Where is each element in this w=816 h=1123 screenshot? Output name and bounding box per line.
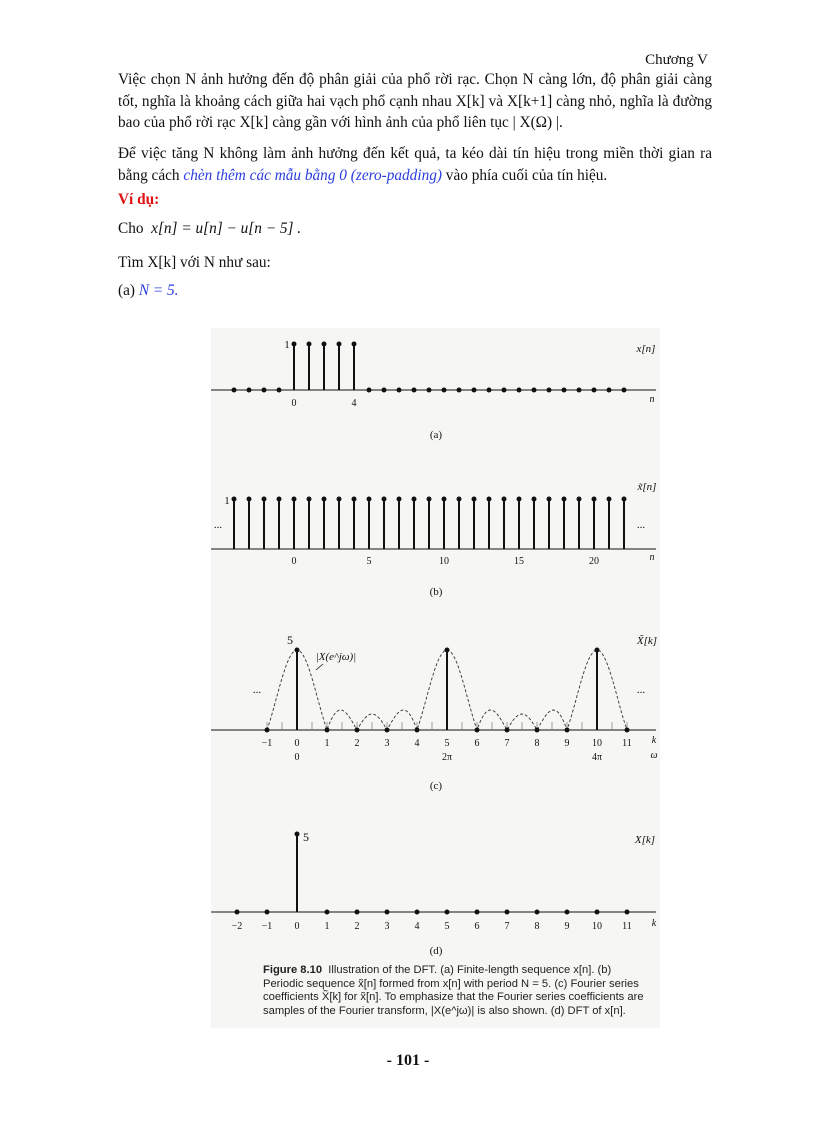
tick-b-15: 15 — [514, 556, 524, 567]
stem-a--2-dot — [262, 388, 267, 393]
tick-d-−1: −1 — [261, 921, 273, 932]
stem-a-7-dot — [397, 388, 402, 393]
stem-c-3-dot — [385, 728, 390, 733]
tick-c-1: 1 — [324, 738, 330, 749]
example-label: Ví dụ: — [118, 191, 160, 208]
stem-a--4-dot — [232, 388, 237, 393]
panel-b-label: (b) — [429, 586, 443, 598]
stem-b-13-dot — [487, 497, 492, 502]
case-value: N = 5. — [138, 282, 179, 299]
stem-d-10-dot — [595, 910, 600, 915]
axis-label-a: n — [649, 394, 655, 405]
caption-title: Figure 8.10 — [263, 964, 323, 976]
zero-padding-term: chèn thêm các mẫu bằng 0 (zero-padding) — [183, 166, 442, 184]
stem-a-18-dot — [562, 388, 567, 393]
stem-b-19-dot — [577, 497, 582, 502]
stem-a-4-dot — [352, 342, 357, 347]
envelope-label: |X(e^jω)| — [315, 651, 357, 663]
find-line: Tìm X[k] với N như sau: — [118, 254, 271, 271]
stem-a--1-dot — [277, 388, 282, 393]
tick-a-4: 4 — [351, 398, 357, 409]
stem-b--2-dot — [262, 497, 267, 502]
stem-a-22-dot — [622, 388, 627, 393]
stem-b-8-dot — [412, 497, 417, 502]
stem-a-1-dot — [307, 342, 312, 347]
stem-c-8-dot — [535, 728, 540, 733]
stem-b--1-dot — [277, 497, 282, 502]
tick-d-2: 2 — [354, 921, 360, 932]
tick-c-11: 11 — [622, 738, 632, 749]
tick-d-9: 9 — [564, 921, 570, 932]
given-equation: x[n] = u[n] − u[n − 5] . — [151, 220, 302, 237]
stem-a-5-dot — [367, 388, 372, 393]
tick-d-1: 1 — [324, 921, 330, 932]
stem-d-3-dot — [385, 910, 390, 915]
stem-a-17-dot — [547, 388, 552, 393]
stem-d-6-dot — [475, 910, 480, 915]
tick-d-−2: −2 — [231, 921, 243, 932]
case-line — [118, 282, 178, 300]
stem-b-3-dot — [337, 497, 342, 502]
stem-b-9-dot — [427, 497, 432, 502]
tick-c-−1: −1 — [261, 738, 273, 749]
stem-b-15-dot — [517, 497, 522, 502]
chapter-header: Chương V — [645, 52, 708, 68]
stem-d-8-dot — [535, 910, 540, 915]
stem-a-9-dot — [427, 388, 432, 393]
tick-d-0: 0 — [294, 921, 300, 932]
amp-label-a: 1 — [284, 339, 290, 351]
dft-figure-svg — [211, 328, 660, 1028]
stem-a-0-dot — [292, 342, 297, 347]
stem-a-11-dot — [457, 388, 462, 393]
panel-a-label: (a) — [429, 429, 443, 441]
omega-tick-0: 0 — [294, 752, 300, 763]
stem-d-9-dot — [565, 910, 570, 915]
stem-a-12-dot — [472, 388, 477, 393]
stem-d-4-dot — [415, 910, 420, 915]
stem-b-6-dot — [382, 497, 387, 502]
stem-b-4-dot — [352, 497, 357, 502]
tick-c-3: 3 — [384, 738, 390, 749]
given-prefix: Cho — [118, 220, 144, 237]
tick-c-10: 10 — [592, 738, 602, 749]
tick-b-5: 5 — [366, 556, 372, 567]
stem-a-10-dot — [442, 388, 447, 393]
omega-tick-4pi: 4π — [591, 752, 603, 763]
stem-a-20-dot — [592, 388, 597, 393]
stem-b-18-dot — [562, 497, 567, 502]
tick-d-11: 11 — [622, 921, 632, 932]
tick-c-6: 6 — [474, 738, 480, 749]
tick-d-7: 7 — [504, 921, 510, 932]
stem-b-17-dot — [547, 497, 552, 502]
tick-d-8: 8 — [534, 921, 540, 932]
tick-c-4: 4 — [414, 738, 420, 749]
stem-b-5-dot — [367, 497, 372, 502]
tick-d-3: 3 — [384, 921, 390, 932]
caption-text: Illustration of the DFT. (a) Finite-length sequence x[n]. (b) Periodic sequence x̃[n] formed from x[n] with period N = 5. (c) Fourier series coefficients X̃[k] for x̃[n]. To emphasize that the Fourier series coefficients are samples of the Fourier transform, |X(e^jω)| is also shown. (d) DFT of x[n]. — [263, 964, 644, 1017]
stem-a-16-dot — [532, 388, 537, 393]
stem-d--1-dot — [265, 910, 270, 915]
ellipsis-c-right: ... — [636, 684, 646, 696]
given-line — [118, 220, 301, 238]
paragraph-zero-padding — [118, 143, 712, 186]
axis-label-c-k: k — [651, 735, 657, 746]
tick-c-2: 2 — [354, 738, 360, 749]
ellipsis-b-right: ... — [636, 519, 646, 531]
case-label: (a) — [118, 282, 135, 299]
stem-a-13-dot — [487, 388, 492, 393]
panel-d-label: (d) — [429, 945, 443, 957]
stem-c-0-dot — [295, 648, 300, 653]
stem-d-11-dot — [625, 910, 630, 915]
stem-a-21-dot — [607, 388, 612, 393]
ellipsis-c-left: ... — [252, 684, 262, 696]
axis-label-d: k — [651, 918, 657, 929]
tick-b-0: 0 — [291, 556, 297, 567]
stem-d-5-dot — [445, 910, 450, 915]
envelope-pointer — [316, 664, 323, 670]
stem-a-8-dot — [412, 388, 417, 393]
signal-label-d: X[k] — [634, 834, 656, 846]
stem-d-1-dot — [325, 910, 330, 915]
stem-a-3-dot — [337, 342, 342, 347]
tick-d-10: 10 — [592, 921, 602, 932]
stem-c-4-dot — [415, 728, 420, 733]
stem-d-0-dot — [295, 832, 300, 837]
paragraph-resolution: Việc chọn N ảnh hưởng đến độ phân giải của phổ rời rạc. Chọn N càng lớn, độ phân giải càng tốt, nghĩa là khoảng cách giữa hai vạch phổ cạnh nhau X[k] và X[k+1] càng nhỏ, nghĩa là đường bao của phổ rời rạc X[k] càng gần với hình ảnh của phổ liên tục | X(Ω) |. — [118, 71, 712, 131]
stem-b-2-dot — [322, 497, 327, 502]
stem-a--3-dot — [247, 388, 252, 393]
stem-c-2-dot — [355, 728, 360, 733]
signal-label-a: x[n] — [636, 343, 656, 355]
stem-b--3-dot — [247, 497, 252, 502]
dft-figure — [211, 328, 660, 1028]
axis-label-c-omega: ω — [650, 750, 658, 761]
signal-label-c: X̃[k] — [636, 635, 658, 647]
stem-d-7-dot — [505, 910, 510, 915]
panel-c-label: (c) — [429, 780, 443, 792]
tick-c-8: 8 — [534, 738, 540, 749]
stem-a-2-dot — [322, 342, 327, 347]
tick-a-0: 0 — [291, 398, 297, 409]
stem-b-7-dot — [397, 497, 402, 502]
signal-label-b: x̃[n] — [637, 481, 657, 493]
stem-b-20-dot — [592, 497, 597, 502]
stem-a-15-dot — [517, 388, 522, 393]
stem-b-1-dot — [307, 497, 312, 502]
stem-c-1-dot — [325, 728, 330, 733]
tick-c-5: 5 — [444, 738, 450, 749]
omega-tick-2pi: 2π — [441, 752, 453, 763]
stem-c-7-dot — [505, 728, 510, 733]
stem-b-14-dot — [502, 497, 507, 502]
stem-a-19-dot — [577, 388, 582, 393]
stem-a-14-dot — [502, 388, 507, 393]
tick-d-4: 4 — [414, 921, 420, 932]
stem-c-5-dot — [445, 648, 450, 653]
tick-b-20: 20 — [589, 556, 599, 567]
stem-c--1-dot — [265, 728, 270, 733]
stem-c-10-dot — [595, 648, 600, 653]
stem-d--2-dot — [235, 910, 240, 915]
stem-b--4-dot — [232, 497, 237, 502]
stem-b-22-dot — [622, 497, 627, 502]
stem-b-12-dot — [472, 497, 477, 502]
paragraph-zero-padding-pre: Để việc tăng N không làm ảnh hưởng đến kết quả, ta kéo dài tín hiệu trong miền thời gian ra bằng cách — [118, 145, 712, 184]
figure-caption — [263, 964, 645, 1018]
tick-c-7: 7 — [504, 738, 510, 749]
ellipsis-b-left: ... — [213, 519, 223, 531]
amp-label-b: 1 — [224, 495, 230, 507]
stem-b-21-dot — [607, 497, 612, 502]
stem-b-10-dot — [442, 497, 447, 502]
axis-label-b: n — [649, 552, 655, 563]
stem-a-6-dot — [382, 388, 387, 393]
tick-d-6: 6 — [474, 921, 480, 932]
tick-c-9: 9 — [564, 738, 570, 749]
stem-d-2-dot — [355, 910, 360, 915]
stem-b-16-dot — [532, 497, 537, 502]
page-number: - 101 - — [386, 1052, 430, 1069]
stem-b-11-dot — [457, 497, 462, 502]
stem-c-9-dot — [565, 728, 570, 733]
tick-d-5: 5 — [444, 921, 450, 932]
stem-c-6-dot — [475, 728, 480, 733]
tick-c-0: 0 — [294, 738, 300, 749]
peak-label-c: 5 — [287, 633, 293, 647]
stem-b-0-dot — [292, 497, 297, 502]
peak-label-d: 5 — [303, 830, 309, 844]
stem-c-11-dot — [625, 728, 630, 733]
paragraph-zero-padding-post: vào phía cuối của tín hiệu. — [441, 166, 608, 184]
tick-b-10: 10 — [439, 556, 449, 567]
